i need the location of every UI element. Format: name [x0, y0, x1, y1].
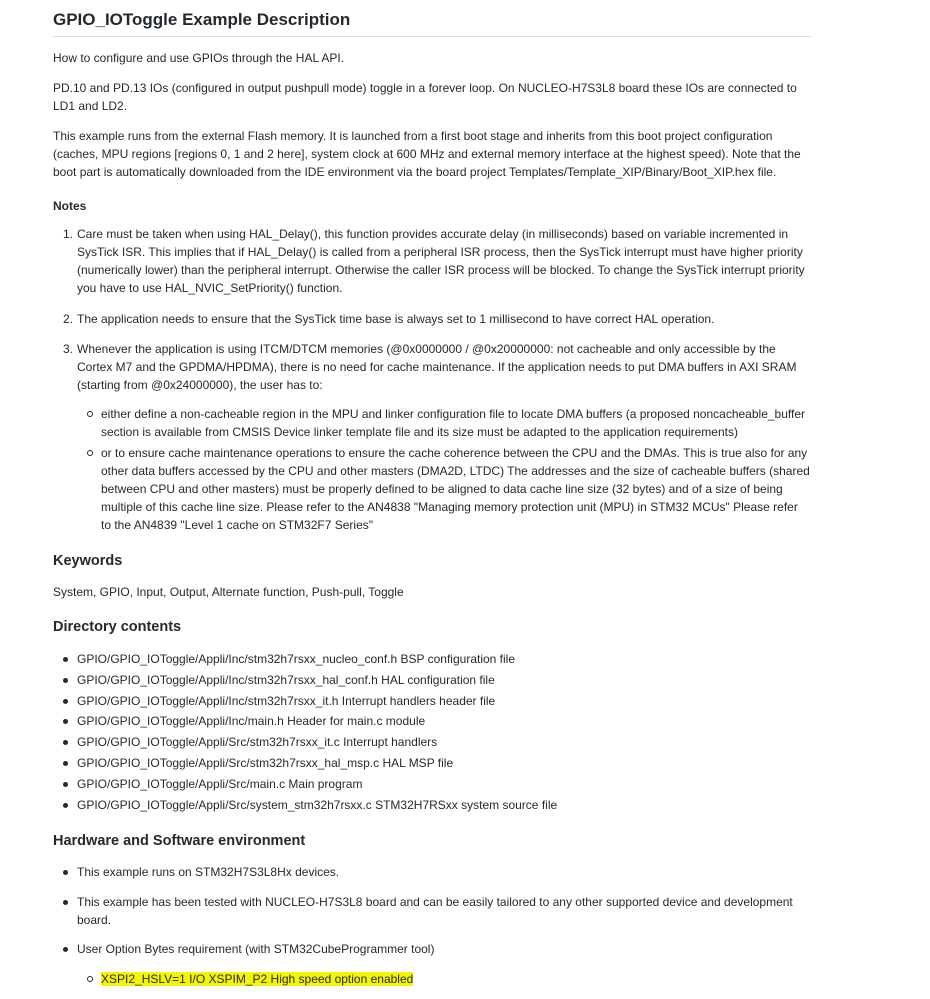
bullet-icon — [63, 699, 68, 704]
directory-heading: Directory contents — [53, 619, 182, 635]
notes-label: Notes — [53, 199, 87, 213]
list-item — [53, 940, 811, 958]
list-item-text: GPIO/GPIO_IOToggle/Appli/Src/stm32h7rsxx_it.c Interrupt handlers — [77, 735, 438, 749]
note-item-2 — [53, 310, 811, 328]
list-item — [53, 692, 811, 710]
bullet-icon — [63, 870, 68, 875]
note-marker: 2. — [63, 312, 74, 326]
sublist-item — [77, 405, 811, 441]
page-title: GPIO_IOToggle Example Description — [53, 8, 811, 37]
list-item — [53, 712, 811, 730]
sublist-item — [77, 970, 811, 988]
list-item — [53, 754, 811, 772]
bullet-icon — [63, 900, 68, 905]
note-marker: 3. — [63, 342, 74, 356]
hardware-heading: Hardware and Software environment — [53, 833, 306, 849]
hollow-bullet-icon — [87, 450, 93, 456]
note-marker: 1. — [63, 227, 74, 241]
list-item-text: GPIO/GPIO_IOToggle/Appli/Src/system_stm32h7rsxx.c STM32H7RSxx system source file — [77, 798, 558, 812]
list-item-text: GPIO/GPIO_IOToggle/Appli/Inc/stm32h7rsxx_it.h Interrupt handlers header file — [77, 694, 496, 708]
hollow-bullet-icon — [87, 976, 93, 982]
note-item-3 — [53, 340, 811, 394]
list-item — [53, 893, 811, 929]
bullet-icon — [63, 761, 68, 766]
bullet-icon — [63, 740, 68, 745]
list-item — [53, 733, 811, 751]
list-item-text: This example runs on STM32H7S3L8Hx devices. — [77, 865, 340, 879]
sublist-item — [77, 444, 811, 534]
list-item — [53, 671, 811, 689]
list-item-text: GPIO/GPIO_IOToggle/Appli/Src/stm32h7rsxx_hal_msp.c HAL MSP file — [77, 756, 454, 770]
bullet-icon — [63, 947, 68, 952]
note-text: The application needs to ensure that the SysTick time base is always set to 1 millisecond to have correct HAL operation. — [77, 312, 715, 326]
note-text: Whenever the application is using ITCM/DTCM memories (@0x0000000 / @0x20000000: not cacheable and only accessible by the Cortex M7 and the GPDMA/HPDMA), there is no need for cache maintenance. If the application needs to put DMA buffers in AXI SRAM (starting from @0x24000000), the user has to: — [77, 342, 797, 392]
list-item-text: GPIO/GPIO_IOToggle/Appli/Inc/stm32h7rsxx_hal_conf.h HAL configuration file — [77, 673, 495, 687]
sublist-text: either define a non-cacheable region in the MPU and linker configuration file to locate DMA buffers (a proposed noncacheable_buffer section is available from CMSIS Device linker template file and its size must be adapted to the application requirements) — [101, 407, 806, 439]
list-item-text: User Option Bytes requirement (with STM32CubeProgrammer tool) — [77, 942, 435, 956]
bullet-icon — [63, 803, 68, 808]
list-item — [53, 796, 811, 814]
list-item-text: This example has been tested with NUCLEO-H7S3L8 board and can be easily tailored to any other supported device and development board. — [77, 895, 793, 927]
intro-paragraph-3: This example runs from the external Flash memory. It is launched from a first boot stage and inherits from this boot project configuration (caches, MPU regions [regions 0, 1 and 2 here], system clock at 600 MHz and external memory interface at the highest speed). Note that the boot part is automatically downloaded from the IDE environment via the board project Templates/Template_XIP/Binary/Boot_XIP.hex file. — [53, 129, 801, 179]
list-item-text: GPIO/GPIO_IOToggle/Appli/Inc/main.h Header for main.c module — [77, 714, 426, 728]
sublist-text: or to ensure cache maintenance operations to ensure the cache coherence between the CPU and the DMAs. This is true also for any other data buffers accessed by the CPU and other masters (DMA2D, LTDC) The addresses and the size of cacheable buffers (shared between CPU and other masters) must be properly defined to be aligned to data cache line size (32 bytes) and of a size of being multiple of this cache line size. Please refer to the AN4838 "Managing memory protection unit (MPU) in STM32 MCUs" Please refer to the AN4839 "Level 1 cache on STM32F7 Series" — [101, 446, 810, 532]
list-item — [53, 650, 811, 668]
bullet-icon — [63, 782, 68, 787]
list-item — [53, 863, 811, 881]
list-item — [53, 775, 811, 793]
intro-paragraph-2: PD.10 and PD.13 IOs (configured in output pushpull mode) toggle in a forever loop. On NUCLEO-H7S3L8 board these IOs are connected to LD1 and LD2. — [53, 81, 797, 113]
hollow-bullet-icon — [87, 411, 93, 417]
note-text: Care must be taken when using HAL_Delay(), this function provides accurate delay (in milliseconds) based on variable incremented in SysTick ISR. This implies that if HAL_Delay() is called from a peripheral ISR process, then the SysTick interrupt must have higher priority (numerically lower) than the peripheral interrupt. Otherwise the caller ISR process will be blocked. To change the SysTick interrupt priority you have to use HAL_NVIC_SetPriority() function. — [77, 227, 805, 295]
list-item-text: GPIO/GPIO_IOToggle/Appli/Src/main.c Main program — [77, 777, 363, 791]
highlighted-option-text: XSPI2_HSLV=1 I/O XSPIM_P2 High speed option enabled — [101, 972, 414, 986]
intro-paragraph-1: How to configure and use GPIOs through the HAL API. — [53, 51, 345, 65]
keywords-text: System, GPIO, Input, Output, Alternate function, Push-pull, Toggle — [53, 585, 404, 599]
list-item-text: GPIO/GPIO_IOToggle/Appli/Inc/stm32h7rsxx_nucleo_conf.h BSP configuration file — [77, 652, 516, 666]
keywords-heading: Keywords — [53, 553, 123, 569]
bullet-icon — [63, 719, 68, 724]
bullet-icon — [63, 657, 68, 662]
note-item-1 — [53, 225, 811, 297]
bullet-icon — [63, 678, 68, 683]
